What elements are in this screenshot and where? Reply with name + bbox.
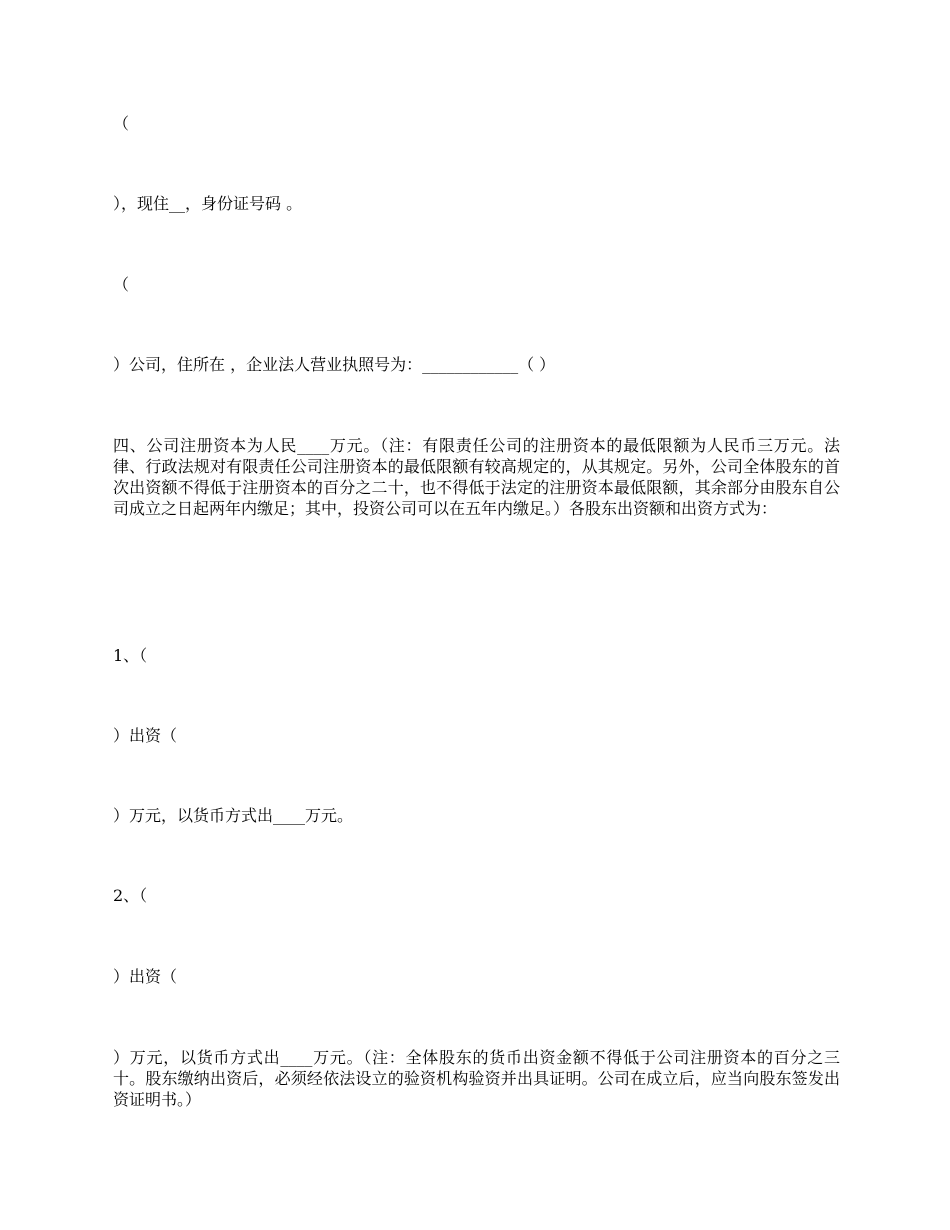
text-line-open-paren-2: （ — [113, 275, 130, 294]
text-line-currency-1: ）万元，以货币方式出____万元。 — [113, 806, 354, 825]
text-line-company-license: ）公司，住所在 ，企业法人营业执照号为：____________（ ） — [113, 355, 556, 374]
text-line-shareholder-1: 1、（ — [113, 646, 148, 665]
paragraph-currency-note: ）万元，以货币方式出____万元。（注：全体股东的货币出资金额不得低于公司注册资本的百分之三十。股东缴纳出资后，必须经依法设立的验资机构验资并出具证明。公司在成立后，应当向股东签发出资证明书。） — [113, 1048, 840, 1109]
text-line-residence-id: ），现住__，身份证号码 。 — [113, 194, 303, 213]
text-line-shareholder-2: 2、（ — [113, 886, 148, 905]
text-line-contribution-2: ）出资（ — [113, 967, 178, 986]
text-line-open-paren-1: （ — [113, 114, 130, 133]
text-line-contribution-1: ）出资（ — [113, 726, 178, 745]
paragraph-registered-capital: 四、公司注册资本为人民____万元。（注：有限责任公司的注册资本的最低限额为人民币三万元。法律、行政法规对有限责任公司注册资本的最低限额有较高规定的，从其规定。另外，公司全体股东的首次出资额不得低于注册资本的百分之二十，也不得低于法定的注册资本最低限额，其余部分由股东自公司成立之日起两年内缴足；其中，投资公司可以在五年内缴足。）各股东出资额和出资方式为： — [113, 436, 840, 518]
